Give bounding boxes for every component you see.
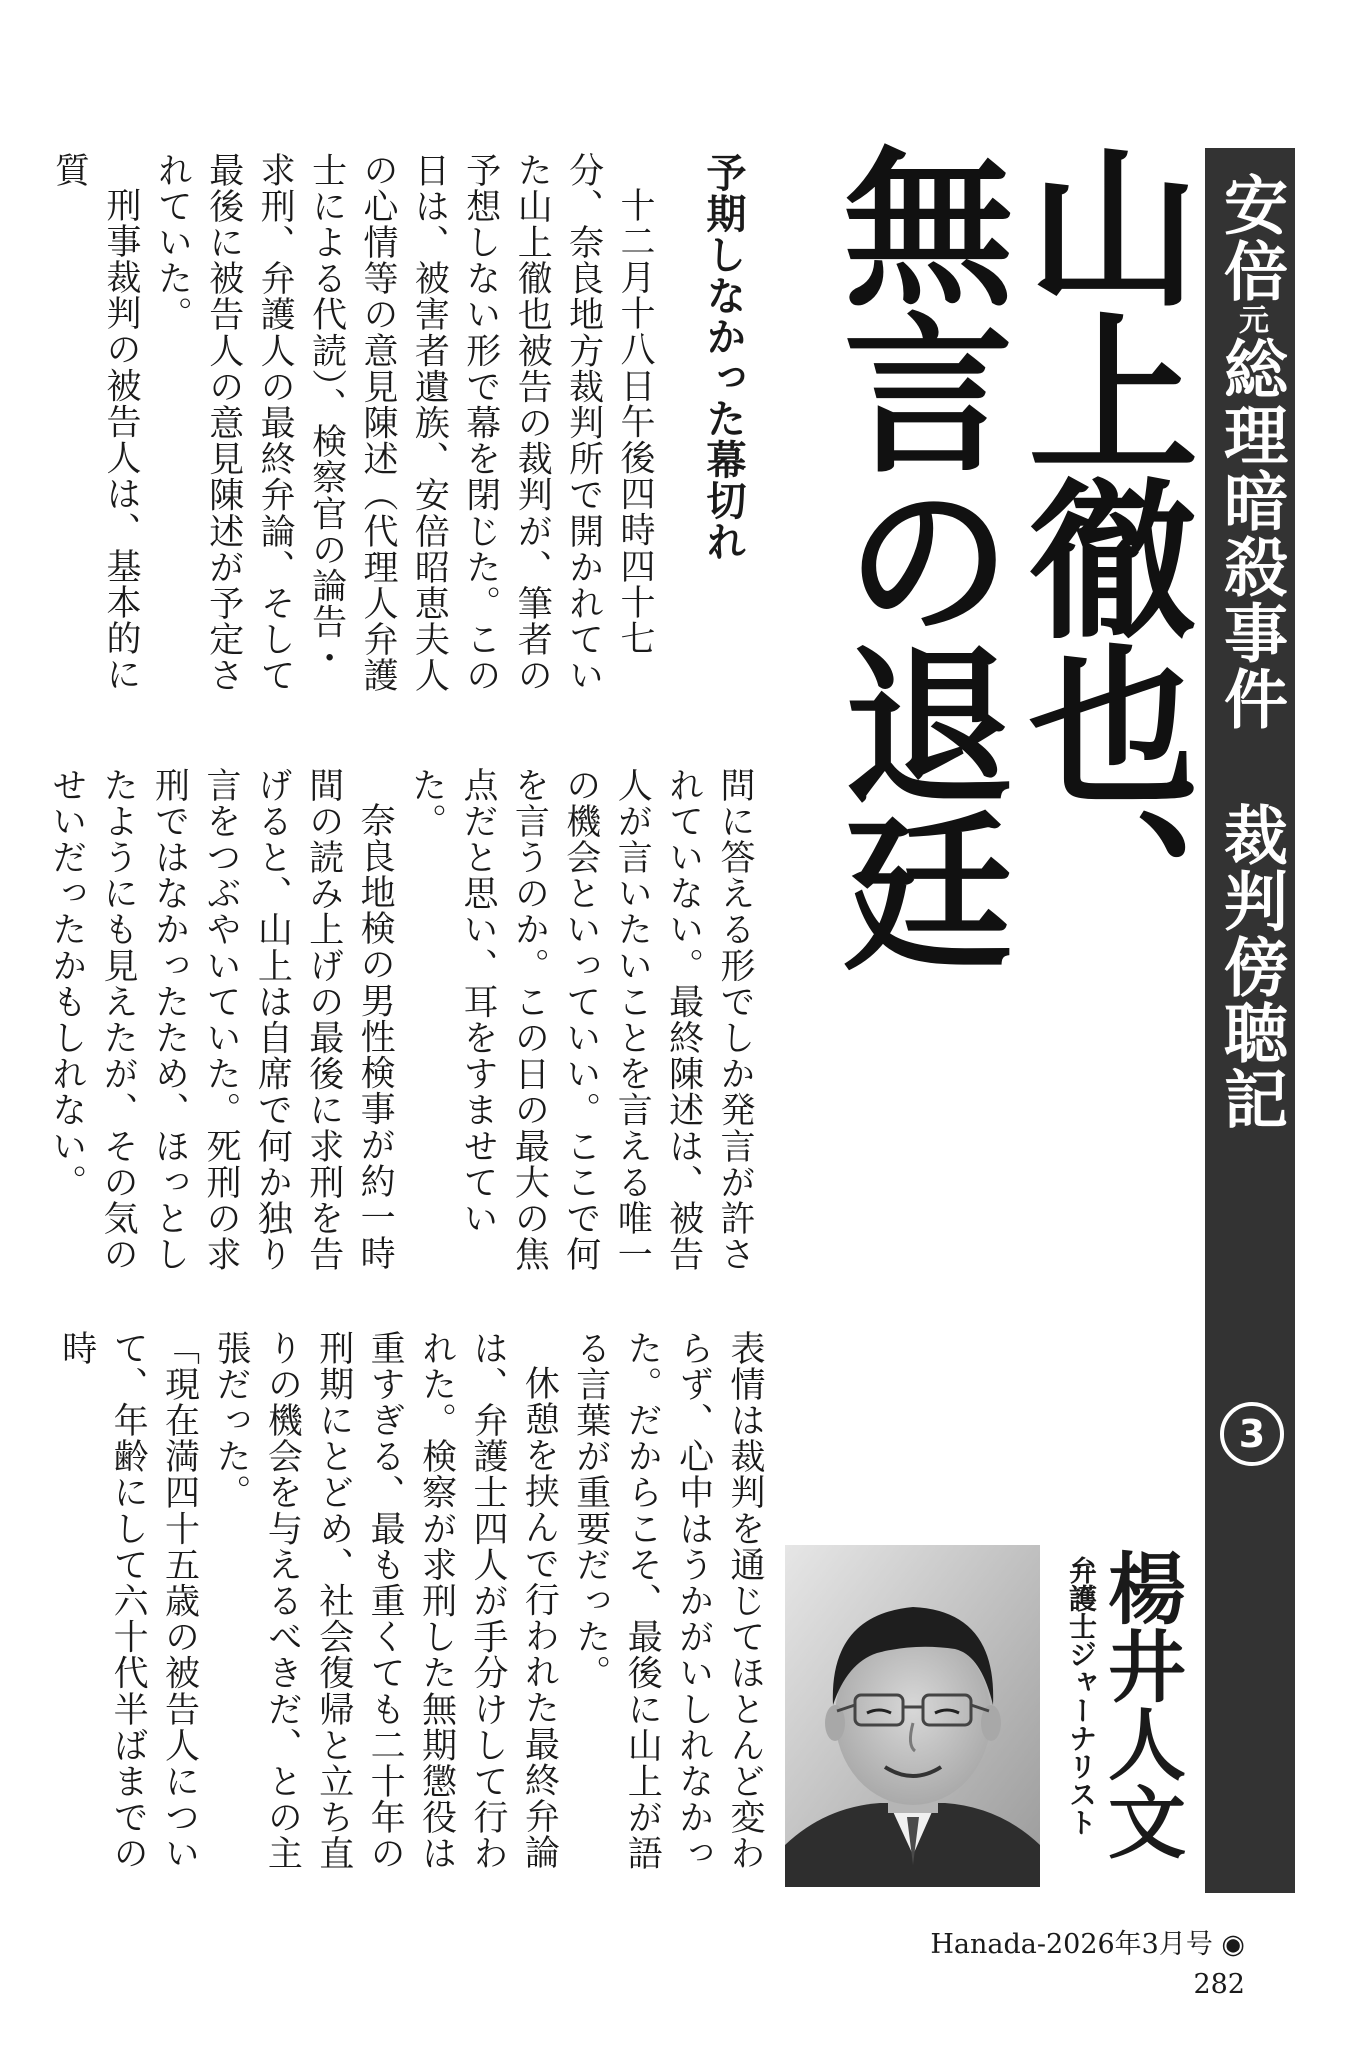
body-paragraph: 奈良地検の男性検事が約一時間の読み上げの最後に求刑を告げると、山上は自席で何か独り言をつぶやいていた。死刑の求刑ではなかったため、ほっとしたようにも見えたが、その気のせいだったかもしれない。: [46, 767, 396, 1273]
section-subheading: 予期しなかった幕切れ: [700, 152, 747, 562]
body-column-3: [56, 1330, 770, 1890]
article-title-line1: 山上徹也、: [999, 140, 1197, 970]
author-portrait-illustration: [785, 1545, 1040, 1887]
series-title-part1: 安倍: [1213, 172, 1287, 304]
body-paragraph: 刑事裁判の被告人は、基本的に質: [49, 152, 141, 693]
body-column-2: [46, 767, 760, 1307]
body-paragraph: 表情は裁判を通じてほとんど変わらず、心中はうかがいしれなかった。だからこそ、最後に山上が語る言葉が重要だった。: [570, 1330, 765, 1872]
series-title-small: 元: [1233, 304, 1268, 336]
body-paragraph: 「現在満四十五歳の被告人について、年齢にして六十代半ばまでの時: [56, 1330, 200, 1872]
series-title-part2: 総理暗殺事件: [1213, 336, 1287, 732]
article-title-line2: 無言の退廷: [814, 140, 1012, 970]
author-name: 楊井人文: [1095, 1548, 1186, 1860]
author-role: 弁護士ジャーナリスト: [1065, 1556, 1098, 1836]
author-photo: [785, 1545, 1040, 1887]
page-footer: Hanada-2026年3月号 ◉ 282: [930, 1929, 1245, 2000]
series-number-badge: 3: [1220, 1402, 1284, 1466]
body-paragraph: 問に答える形でしか発言が許されていない。最終陳述は、被告人が言いたいことを言える唯一の機会といっていい。ここで何を言うのか。この日の最大の焦点だと思い、耳をすませていた。: [406, 767, 755, 1273]
series-title: [1212, 172, 1288, 1482]
article-title: [810, 140, 1197, 1040]
body-paragraph: 十二月十八日午後四時四十七分、奈良地方裁判所で開かれていた山上徹也被告の裁判が、筆者の予想しない形で幕を閉じた。この日は、被害者遺族、安倍昭恵夫人の心情等の意見陳述（代理人弁護士による代読）、検察官の論告・求刑、弁護人の最終弁論、そして最後に被告人の意見陳述が予定されていた。: [152, 152, 655, 694]
body-paragraph: 休憩を挟んで行われた最終弁論は、弁護士四人が手分けして行われた。検察が求刑した無期懲役は重すぎる、最も重くても二十年の刑期にとどめ、社会復帰と立ち直りの機会を与えるべきだ、との主張だった。: [210, 1330, 560, 1872]
body-column-1: [49, 152, 660, 712]
series-subtitle: 裁判傍聴記: [1213, 802, 1287, 1132]
